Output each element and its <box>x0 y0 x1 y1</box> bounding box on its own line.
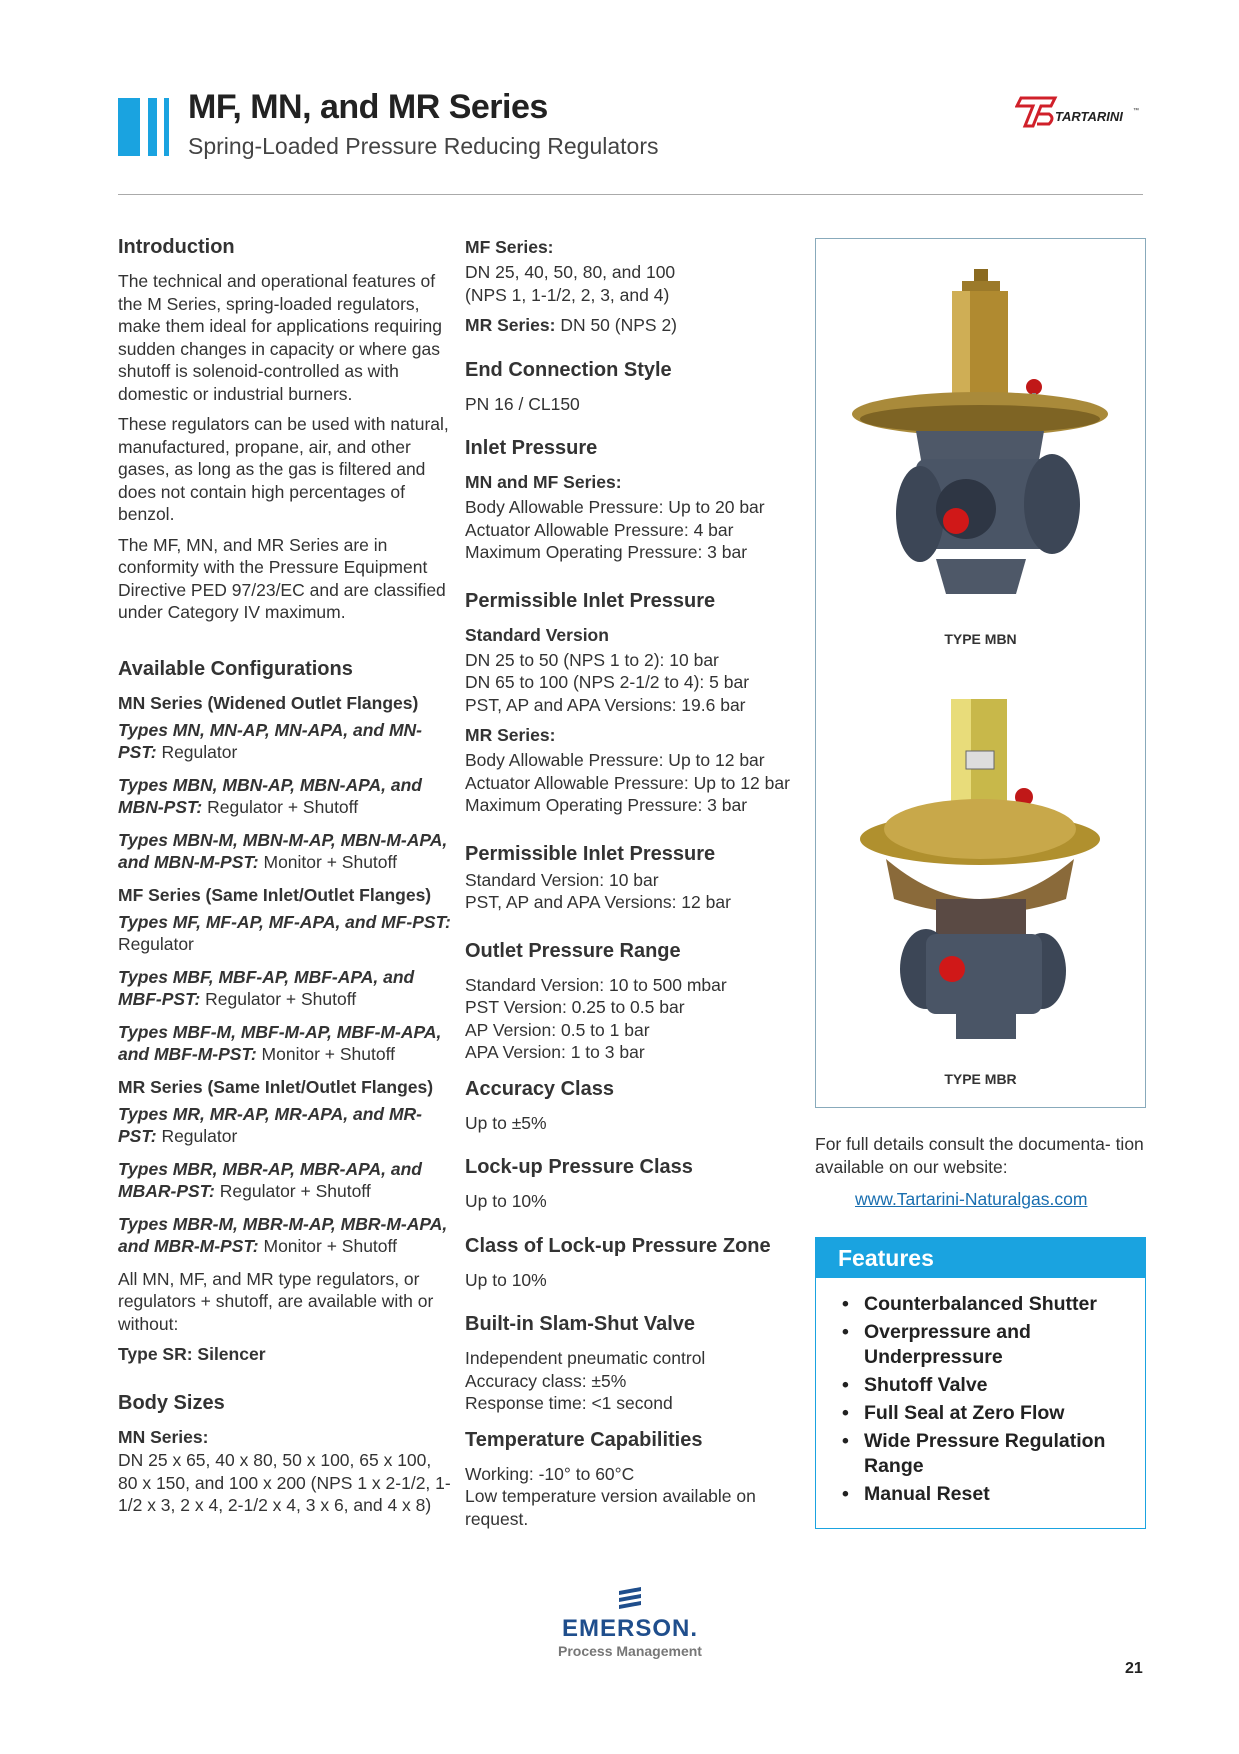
spec-line: Working: -10° to 60°C <box>465 1463 635 1484</box>
config-item: Types MN, MN-AP, MN-APA, and MN-PST: Regulator <box>118 719 422 762</box>
svg-text:TARTARINI: TARTARINI <box>1055 109 1123 124</box>
page-number: 21 <box>1125 1660 1143 1677</box>
svg-text:™: ™ <box>1133 108 1139 114</box>
spec-line: Standard Version: 10 to 500 mbar <box>465 974 727 995</box>
lockup-heading: Lock-up Pressure Class <box>465 1156 693 1178</box>
accuracy-heading: Accuracy Class <box>465 1077 614 1100</box>
mf-sizes-label: MF Series: <box>465 237 554 257</box>
mf-sizes: (NPS 1, 1-1/2, 2, 3, and 4) <box>465 284 670 305</box>
spec-line: Actuator Allowable Pressure: 4 bar <box>465 519 734 540</box>
emerson-mark-icon <box>615 1585 645 1613</box>
spec-line: DN 65 to 100 (NPS 2-1/2 to 4): 5 bar <box>465 672 750 692</box>
config-item: Types MBN, MBN-AP, MBN-APA, and MBN-PST: Regulator + Shutoff <box>118 774 422 817</box>
config-item: Types MBR, MBR-AP, MBR-APA, and MBAR-PST: Regulator + Shutoff <box>118 1158 422 1201</box>
silencer-label: Type SR: Silencer <box>118 1344 266 1364</box>
body-sizes-heading: Body Sizes <box>118 1392 225 1414</box>
permissible-inlet-heading: Permissible Inlet Pressure <box>465 589 716 612</box>
spec-line: Low temperature version available on request. <box>465 1486 756 1529</box>
outlet-range-heading: Outlet Pressure Range <box>465 939 681 962</box>
spec-line: Maximum Operating Pressure: 3 bar <box>465 542 748 562</box>
emerson-sub: Process Management <box>558 1643 702 1659</box>
config-item: Types MBF-M, MBF-M-AP, MBF-M-APA, and MBF-M-PST: Monitor + Shutoff <box>118 1021 442 1064</box>
spec-line: AP Version: 0.5 to 1 bar <box>465 1019 650 1040</box>
config-item: Types MBF, MBF-AP, MBF-APA, and MBF-PST: Regulator + Shutoff <box>118 966 415 1009</box>
mn-sizes-label: MN Series: <box>118 1427 209 1447</box>
product-photo-box <box>815 238 1146 1108</box>
middle-column <box>465 236 815 1530</box>
temperature-heading: Temperature Capabilities <box>465 1428 703 1451</box>
standard-version-label: Standard Version <box>465 624 609 645</box>
feature-item: • Manual Reset <box>842 1482 1145 1507</box>
lockup-zone-value: Up to 10% <box>465 1269 547 1290</box>
spec-line: PST Version: 0.25 to 0.5 bar <box>465 997 685 1017</box>
mn-series-heading: MN Series (Widened Outlet Flanges) <box>118 692 419 713</box>
config-item: Types MBR-M, MBR-M-AP, MBR-M-APA, and MBR-M-PST: Monitor + Shutoff <box>118 1213 448 1256</box>
config-heading: Available Configurations <box>118 657 353 680</box>
spec-line: Response time: <1 second <box>465 1393 673 1413</box>
spec-line: APA Version: 1 to 3 bar <box>465 1042 645 1062</box>
end-connection-heading: End Connection Style <box>465 358 672 381</box>
header-divider <box>118 194 1143 195</box>
features-box <box>815 1237 1146 1529</box>
feature-item: • Overpressure and Underpressure <box>842 1320 1145 1370</box>
mf-series-heading: MF Series (Same Inlet/Outlet Flanges) <box>118 884 432 905</box>
lockup-zone-heading: Class of Lock-up Pressure Zone <box>465 1234 771 1257</box>
emerson-logo <box>555 1585 705 1665</box>
inlet-sub: MN and MF Series: <box>465 472 622 492</box>
availability-paragraph: All MN, MF, and MR type regulators, or regulators + shutoff, are available with or without: <box>118 1268 434 1334</box>
spec-line: PST, AP and APA Versions: 19.6 bar <box>465 694 746 715</box>
photo-caption-mbr: TYPE MBR <box>944 1071 1017 1087</box>
intro-paragraph: The technical and operational features of the M Series, spring-loaded regulators, make them ideal for applications requiring sudden changes in capacity or where gas shutoff is solenoid-controlled as with domestic or industrial burners. <box>118 271 442 404</box>
feature-item: • Wide Pressure Regulation Range <box>842 1429 1145 1479</box>
spec-line: Actuator Allowable Pressure: Up to 12 bar <box>465 772 790 793</box>
page-subtitle: Spring-Loaded Pressure Reducing Regulators <box>188 133 659 159</box>
end-connection-value: PN 16 / CL150 <box>465 393 580 414</box>
page-title: MF, MN, and MR Series <box>188 88 548 126</box>
spec-line: Body Allowable Pressure: Up to 12 bar <box>465 750 765 770</box>
mr-series-heading: MR Series (Same Inlet/Outlet Flanges) <box>118 1076 434 1097</box>
intro-paragraph: These regulators can be used with natural, manufactured, propane, air, and other gases, as long as the gas is filtered and does not contain high percentages of benzol. <box>118 414 449 524</box>
config-item: Types MF, MF-AP, MF-APA, and MF-PST: Regulator <box>118 911 451 954</box>
feature-item: • Counterbalanced Shutter <box>842 1292 1145 1317</box>
inlet-pressure-heading: Inlet Pressure <box>465 437 598 459</box>
details-note: For full details consult the documenta- tion available on our website: <box>815 1134 1144 1177</box>
features-heading: Features <box>816 1238 1145 1278</box>
slam-shut-heading: Built-in Slam-Shut Valve <box>465 1313 696 1335</box>
permissible-inlet-heading: Permissible Inlet Pressure <box>465 842 716 865</box>
spec-line: Maximum Operating Pressure: 3 bar <box>465 795 748 815</box>
feature-item: • Shutoff Valve <box>842 1373 1145 1398</box>
intro-heading: Introduction <box>118 236 235 258</box>
mn-sizes: DN 25 x 65, 40 x 80, 50 x 100, 65 x 100, 80 x 150, and 100 x 200 (NPS 1 x 2-1/2, 1-1/2 x 3, 2 x 4, 2-1/2 x 4, 3 x 6, and 4 x 8) <box>118 1450 451 1515</box>
mf-sizes: DN 25, 40, 50, 80, and 100 <box>465 262 676 282</box>
mr-series-label: MR Series: <box>465 725 556 745</box>
spec-line: DN 25 to 50 (NPS 1 to 2): 10 bar <box>465 649 719 670</box>
mr-sizes: MR Series: DN 50 (NPS 2) <box>465 315 678 335</box>
lockup-value: Up to 10% <box>465 1191 547 1211</box>
config-item: Types MR, MR-AP, MR-APA, and MR-PST: Regulator <box>118 1103 422 1146</box>
regulator-mbr-image <box>816 699 1145 1059</box>
intro-paragraph: The MF, MN, and MR Series are in conformity with the Pressure Equipment Directive PED 97/23/EC and are classified under Category IV maximum. <box>118 534 446 622</box>
config-item: Types MBN-M, MBN-M-AP, MBN-M-APA, and MBN-M-PST: Monitor + Shutoff <box>118 829 448 872</box>
regulator-mbn-image <box>816 259 1145 659</box>
spec-line: PST, AP and APA Versions: 12 bar <box>465 892 731 912</box>
spec-line: Body Allowable Pressure: Up to 20 bar <box>465 497 765 517</box>
features-list <box>816 1292 1145 1507</box>
photo-caption-mbn: TYPE MBN <box>944 631 1017 647</box>
spec-line: Accuracy class: ±5% <box>465 1370 627 1391</box>
accuracy-value: Up to ±5% <box>465 1112 547 1133</box>
spec-line: Standard Version: 10 bar <box>465 869 659 890</box>
spec-line: Independent pneumatic control <box>465 1348 706 1368</box>
feature-item: • Full Seal at Zero Flow <box>842 1401 1145 1426</box>
website-link[interactable]: www.Tartarini-Naturalgas.com <box>855 1189 1088 1209</box>
emerson-name: EMERSON. <box>561 1615 698 1642</box>
left-column <box>118 234 453 1525</box>
tartarini-logo <box>1015 92 1145 132</box>
